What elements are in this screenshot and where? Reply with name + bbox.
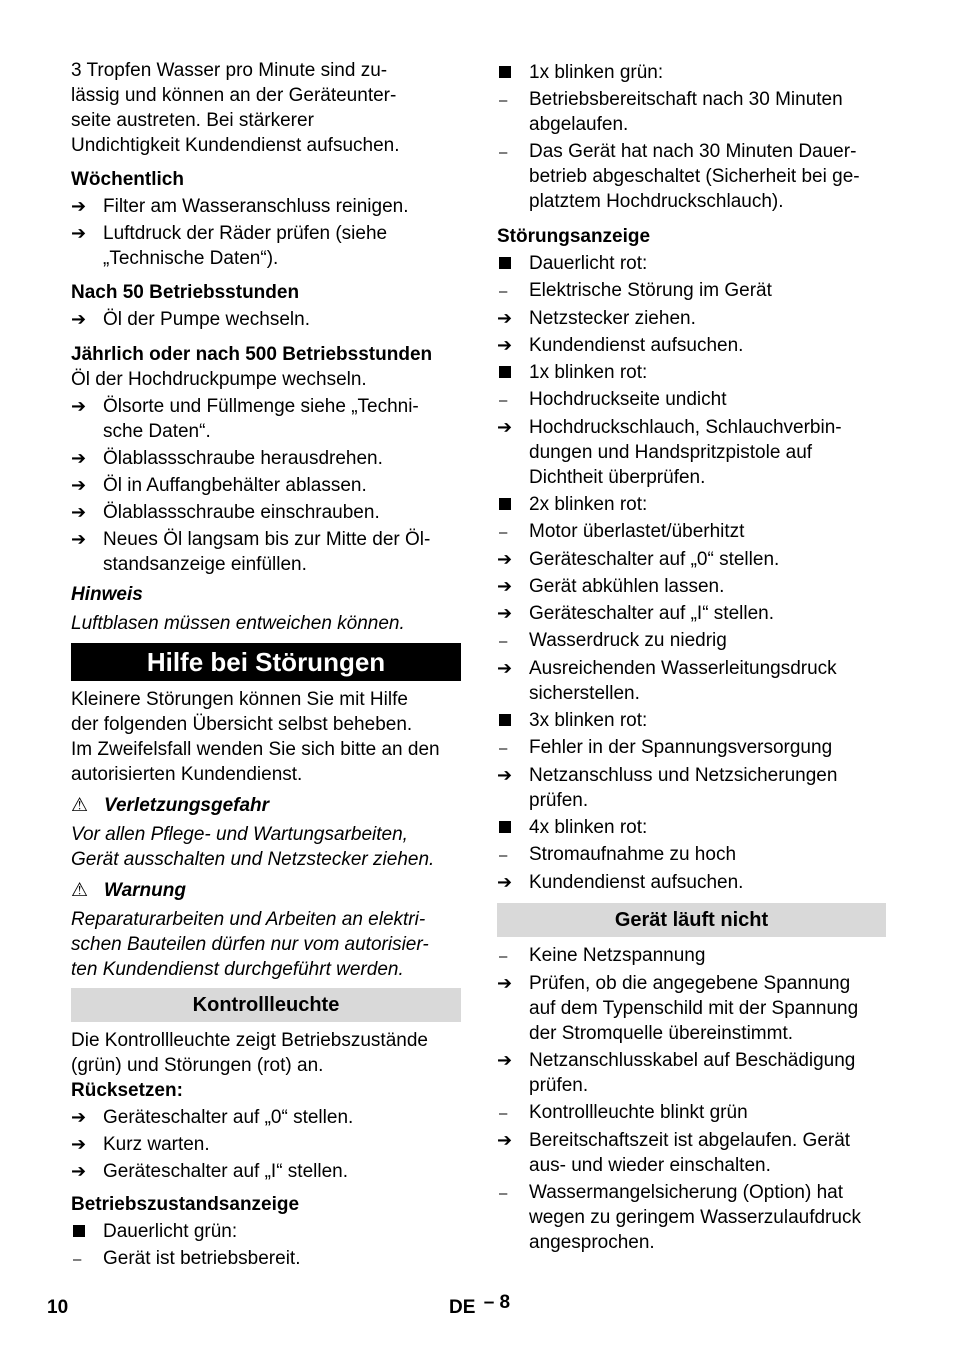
list-item-text (529, 870, 886, 895)
arrow-icon (497, 306, 529, 331)
list-item-line: standsanzeige einfüllen. (103, 554, 307, 575)
list-item (497, 656, 886, 706)
list-item-text (103, 194, 461, 219)
list-item (497, 492, 886, 517)
list-item-line: Ölablassschraube einschrauben. (103, 502, 380, 523)
kontrollleuchte-title: Kontrollleuchte (71, 988, 461, 1022)
arrow-icon (497, 547, 529, 572)
list-item-text (529, 1100, 886, 1125)
list-item (497, 971, 886, 1046)
list-item-line: Dauerlicht rot: (529, 253, 648, 274)
dash-bullet (497, 87, 529, 113)
list-item (71, 1246, 461, 1272)
list-item (497, 547, 886, 572)
list-item (497, 415, 886, 490)
list-item-text (529, 842, 886, 867)
list-item-line: der Stromquelle übereinstimmt. (529, 1023, 793, 1044)
list-item (497, 815, 886, 840)
list-item-line: aus- und wieder einschalten. (529, 1155, 771, 1176)
list-item-line: Ölsorte und Füllmenge siehe „Techni- (103, 396, 419, 417)
warning-general (71, 878, 461, 903)
warning-general-text-line: Reparaturarbeiten und Arbeiten an elektri- (71, 909, 426, 930)
dash-bullet (71, 1246, 103, 1272)
list-item-text (529, 1048, 886, 1098)
list-item (497, 1048, 886, 1098)
list-item-text (529, 139, 886, 214)
hint-text: Luftblasen müssen entweichen können. (71, 613, 405, 634)
list-item-text (529, 492, 886, 517)
list-item-line: betrieb abgeschaltet (Sicherheit bei ge- (529, 166, 860, 187)
list-item (71, 500, 461, 525)
arrow-icon (71, 194, 103, 219)
list-item-line: „Technische Daten“). (103, 248, 279, 269)
list-item-text (103, 1132, 461, 1157)
list-item-text (103, 446, 461, 471)
arrow-icon (497, 601, 529, 626)
50h-heading: Nach 50 Betriebsstunden (71, 282, 300, 303)
leak-paragraph-line: lässig und können an der Geräteunter- (71, 85, 397, 106)
list-item-line: Ölablassschraube herausdrehen. (103, 448, 383, 469)
square-bullet-icon (497, 708, 529, 733)
list-item-line: Prüfen, ob die angegebene Spannung (529, 973, 851, 994)
arrow-icon (71, 500, 103, 525)
square-bullet-icon (71, 1219, 103, 1244)
reset-list (71, 1105, 461, 1184)
500h-list (71, 394, 461, 577)
arrow-icon (497, 574, 529, 599)
list-item-line: Kundendienst aufsuchen. (529, 872, 744, 893)
list-item-line: dungen und Handspritzpistole auf (529, 442, 813, 463)
list-item-line: Öl der Pumpe wechseln. (103, 309, 310, 330)
list-item (497, 1100, 886, 1126)
list-item (497, 1128, 886, 1178)
intro-paragraph-line: autorisierten Kundendienst. (71, 764, 303, 785)
list-item (497, 519, 886, 545)
list-item-line: Kontrollleuchte blinkt grün (529, 1102, 748, 1123)
list-item (71, 1132, 461, 1157)
dash-bullet (497, 1100, 529, 1126)
list-item-line: Geräteschalter auf „0“ stellen. (103, 1107, 354, 1128)
kontrollleuchte-text-line: (grün) und Störungen (rot) an. (71, 1055, 324, 1076)
list-item (71, 394, 461, 444)
warning-general-text-line: ten Kundendienst durchgeführt werden. (71, 959, 404, 980)
list-item-line: Elektrische Störung im Gerät (529, 280, 772, 301)
list-item-text (529, 735, 886, 760)
list-item-text (529, 519, 886, 544)
list-item-line: Hochdruckschlauch, Schlauchverbin- (529, 417, 842, 438)
arrow-icon (71, 221, 103, 246)
list-item-text (103, 1246, 461, 1271)
list-item-line: Dichtheit überprüfen. (529, 467, 706, 488)
list-item (497, 943, 886, 969)
list-item (71, 1219, 461, 1244)
list-item-line: Stromaufnahme zu hoch (529, 844, 737, 865)
arrow-icon (497, 333, 529, 358)
intro-paragraph-line: der folgenden Übersicht selbst beheben. (71, 714, 413, 735)
leak-paragraph (71, 58, 461, 158)
list-item (497, 735, 886, 761)
list-item (71, 1105, 461, 1130)
list-item (497, 333, 886, 358)
arrow-icon (71, 446, 103, 471)
50h-list (71, 307, 461, 332)
warning-triangle-icon: ⚠ (71, 879, 89, 901)
list-item (497, 842, 886, 868)
list-item-line: Filter am Wasseranschluss reinigen. (103, 196, 409, 217)
dash-bullet (497, 943, 529, 969)
state-list (71, 1219, 461, 1272)
list-item-text (529, 815, 886, 840)
list-item-text (529, 708, 886, 733)
list-item (497, 628, 886, 654)
list-item-text (103, 500, 461, 525)
square-bullet-icon (497, 492, 529, 517)
list-item-line: Das Gerät hat nach 30 Minuten Dauer- (529, 141, 857, 162)
list-item-line: Ausreichenden Wasserleitungsdruck (529, 658, 837, 679)
list-item-line: Bereitschaftszeit ist abgelaufen. Gerät (529, 1130, 851, 1151)
list-item-text (529, 574, 886, 599)
list-item-text (529, 333, 886, 358)
arrow-icon (71, 527, 103, 552)
list-item-line: Luftdruck der Räder prüfen (siehe (103, 223, 388, 244)
list-item-text (529, 943, 886, 968)
arrow-icon (497, 1048, 529, 1073)
warning-injury-text-line: Gerät ausschalten und Netzstecker ziehen. (71, 849, 435, 870)
list-item-text (103, 1105, 461, 1130)
list-item (497, 763, 886, 813)
arrow-icon (71, 394, 103, 419)
list-item-line: Netzstecker ziehen. (529, 308, 696, 329)
list-item-line: Wasserdruck zu niedrig (529, 630, 727, 651)
arrow-icon (71, 473, 103, 498)
list-item (71, 194, 461, 219)
list-item-text (529, 306, 886, 331)
not-running-list (497, 943, 886, 1255)
square-bullet-icon (497, 360, 529, 385)
list-item-text (529, 60, 886, 85)
list-item-line: Dauerlicht grün: (103, 1221, 238, 1242)
leak-paragraph-line: seite austreten. Bei stärkerer (71, 110, 314, 131)
list-item-text (103, 394, 461, 444)
list-item-text (103, 527, 461, 577)
list-item-line: 4x blinken rot: (529, 817, 648, 838)
list-item-line: prüfen. (529, 790, 589, 811)
square-bullet-icon (497, 815, 529, 840)
right-column (497, 58, 886, 1255)
arrow-icon (71, 1105, 103, 1130)
left-column (71, 58, 461, 1272)
list-item-line: wegen zu geringem Wasserzulaufdruck (529, 1207, 861, 1228)
list-item (497, 387, 886, 413)
list-item (497, 601, 886, 626)
arrow-icon (497, 971, 529, 996)
intro-paragraph (71, 687, 461, 787)
list-item-text (529, 971, 886, 1046)
fault-list (497, 251, 886, 895)
list-item-line: platztem Hochdruckschlauch). (529, 191, 784, 212)
warning-injury-text (71, 822, 461, 872)
list-item-line: angesprochen. (529, 1232, 655, 1253)
intro-paragraph-line: Im Zweifelsfall wenden Sie sich bitte an den (71, 739, 440, 760)
list-item-line: Kurz warten. (103, 1134, 210, 1155)
list-item (497, 360, 886, 385)
dash-bullet (497, 735, 529, 761)
list-item-line: auf dem Typenschild mit der Spannung (529, 998, 859, 1019)
list-item (497, 870, 886, 895)
list-item-text (529, 360, 886, 385)
list-item-text (103, 473, 461, 498)
arrow-icon (497, 656, 529, 681)
leak-paragraph-line: Undichtigkeit Kundendienst aufsuchen. (71, 135, 400, 156)
dash-bullet (497, 842, 529, 868)
state-heading: Betriebszustandsanzeige (71, 1194, 300, 1215)
dash-bullet (497, 139, 529, 165)
warning-general-heading: Warnung (104, 880, 186, 901)
warning-injury (71, 793, 461, 818)
list-item-text (529, 278, 886, 303)
warning-injury-text-line: Vor allen Pflege- und Wartungsarbeiten, (71, 824, 408, 845)
square-bullet-icon (497, 60, 529, 85)
list-item-line: abgelaufen. (529, 114, 629, 135)
page-number: 10 (47, 1297, 69, 1318)
list-item-text (529, 1128, 886, 1178)
list-item-text (529, 415, 886, 490)
weekly-heading: Wöchentlich (71, 169, 184, 190)
weekly-list (71, 194, 461, 271)
dash-bullet (497, 278, 529, 304)
list-item-line: 3x blinken rot: (529, 710, 648, 731)
list-item (71, 527, 461, 577)
list-item-line: Netzanschlusskabel auf Beschädigung (529, 1050, 856, 1071)
list-item (497, 708, 886, 733)
dash-bullet (497, 628, 529, 654)
arrow-icon (71, 307, 103, 332)
list-item-line: prüfen. (529, 1075, 589, 1096)
list-item (497, 278, 886, 304)
list-item-line: sche Daten“. (103, 421, 211, 442)
500h-heading: Jährlich oder nach 500 Betriebsstunden (71, 344, 433, 365)
dash-bullet (497, 1180, 529, 1206)
arrow-icon (497, 763, 529, 788)
list-item-line: Geräteschalter auf „I“ stellen. (103, 1161, 348, 1182)
list-item (497, 306, 886, 331)
500h-intro: Öl der Hochdruckpumpe wechseln. (71, 369, 367, 390)
list-item (71, 473, 461, 498)
list-item-text (103, 307, 461, 332)
list-item-line: Neues Öl langsam bis zur Mitte der Öl- (103, 529, 431, 550)
arrow-icon (497, 870, 529, 895)
list-item-line: 1x blinken rot: (529, 362, 648, 383)
intro-paragraph-line: Kleinere Störungen können Sie mit Hilfe (71, 689, 408, 710)
warning-general-text-line: schen Bauteilen dürfen nur vom autorisier- (71, 934, 429, 955)
list-item (497, 574, 886, 599)
fault-heading: Störungsanzeige (497, 226, 651, 247)
dash-bullet (497, 519, 529, 545)
list-item-line: 2x blinken rot: (529, 494, 648, 515)
arrow-icon (71, 1159, 103, 1184)
list-item-line: sicherstellen. (529, 683, 640, 704)
list-item (497, 251, 886, 276)
kontrollleuchte-text-line: Die Kontrollleuchte zeigt Betriebszustände (71, 1030, 428, 1051)
arrow-icon (497, 415, 529, 440)
list-item-text (529, 387, 886, 412)
arrow-icon (71, 1132, 103, 1157)
list-item-line: Gerät abkühlen lassen. (529, 576, 725, 597)
list-item-text (103, 1219, 461, 1244)
list-item-text (529, 628, 886, 653)
list-item (497, 139, 886, 214)
list-item-line: Gerät ist betriebsbereit. (103, 1248, 301, 1269)
page-suffix: – 8 (483, 1292, 511, 1313)
list-item-line: Geräteschalter auf „0“ stellen. (529, 549, 780, 570)
dash-bullet (497, 387, 529, 413)
section-title: Hilfe bei Störungen (71, 643, 461, 681)
list-item-text (529, 763, 886, 813)
hint-heading: Hinweis (71, 584, 143, 605)
list-item-text (529, 87, 886, 137)
leak-paragraph-line: 3 Tropfen Wasser pro Minute sind zu- (71, 60, 388, 81)
list-item-line: Motor überlastet/überhitzt (529, 521, 745, 542)
list-item-text (529, 547, 886, 572)
list-item-line: Betriebsbereitschaft nach 30 Minuten (529, 89, 843, 110)
list-item-text (529, 251, 886, 276)
list-item-line: 1x blinken grün: (529, 62, 664, 83)
blink-list (497, 60, 886, 214)
list-item-text (103, 1159, 461, 1184)
list-item-line: Kundendienst aufsuchen. (529, 335, 744, 356)
list-item (71, 446, 461, 471)
list-item-line: Wassermangelsicherung (Option) hat (529, 1182, 843, 1203)
reset-heading: Rücksetzen: (71, 1080, 183, 1101)
list-item-text (103, 221, 461, 271)
list-item (497, 1180, 886, 1255)
warning-general-text (71, 907, 461, 982)
language-code: DE (449, 1297, 476, 1318)
list-item-text (529, 601, 886, 626)
square-bullet-icon (497, 251, 529, 276)
page-label (449, 1292, 511, 1319)
list-item-text (529, 1180, 886, 1255)
list-item-line: Netzanschluss und Netzsicherungen (529, 765, 838, 786)
list-item-line: Hochdruckseite undicht (529, 389, 727, 410)
list-item-line: Fehler in der Spannungsversorgung (529, 737, 833, 758)
list-item-line: Geräteschalter auf „I“ stellen. (529, 603, 774, 624)
not-running-title: Gerät läuft nicht (497, 903, 886, 937)
list-item (497, 60, 886, 85)
arrow-icon (497, 1128, 529, 1153)
warning-triangle-icon: ⚠ (71, 794, 89, 816)
list-item (497, 87, 886, 137)
list-item (71, 221, 461, 271)
list-item-line: Öl in Auffangbehälter ablassen. (103, 475, 367, 496)
warning-injury-heading: Verletzungsgefahr (104, 795, 270, 816)
list-item-line: Keine Netzspannung (529, 945, 706, 966)
kontrollleuchte-text (71, 1028, 461, 1078)
list-item (71, 1159, 461, 1184)
list-item (71, 307, 461, 332)
list-item-text (529, 656, 886, 706)
